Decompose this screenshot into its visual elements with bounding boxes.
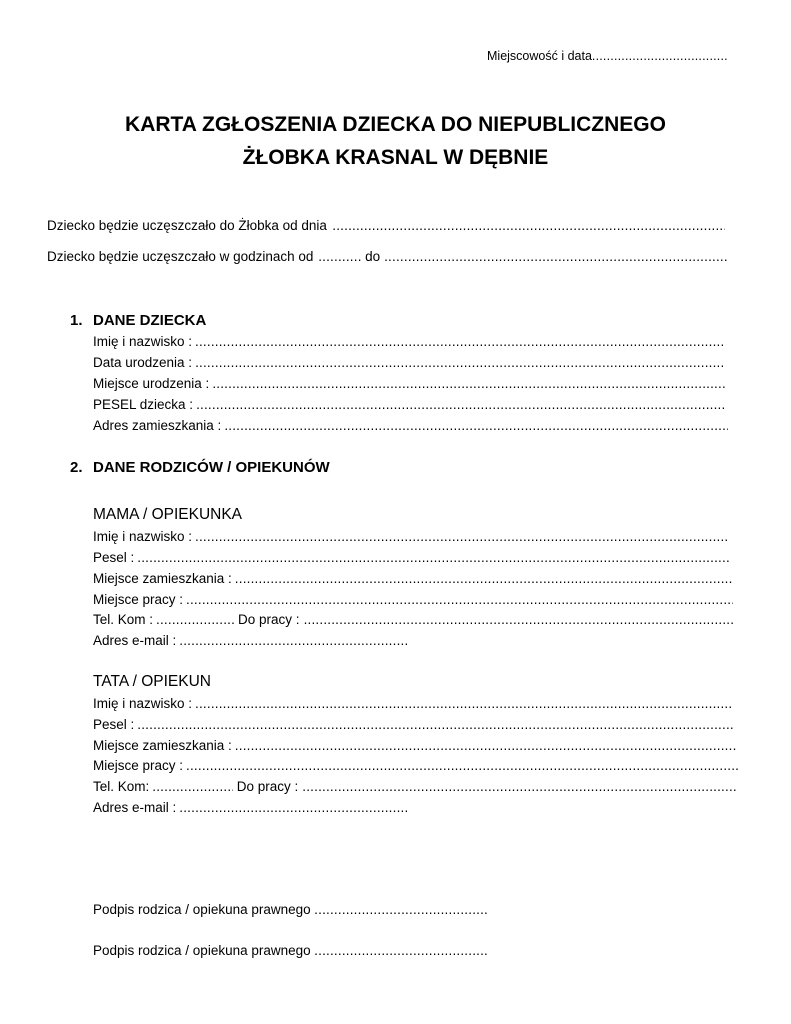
child-section-title: DANE DZIECKA	[93, 312, 207, 329]
signature-blank-1[interactable]	[314, 902, 487, 918]
father-phone-blank[interactable]	[152, 779, 232, 795]
child-birthdate-blank[interactable]	[195, 355, 725, 371]
form-title-line2: ŻŁOBKA KRASNAL W DĘBNIE	[242, 146, 549, 169]
attendance-start-label: Dziecko będzie uczęszczało do Żłobka od dnia	[47, 218, 327, 233]
mother-work-phone-label: Do pracy :	[238, 612, 300, 627]
mother-phone-field[interactable]	[93, 612, 733, 628]
child-birthdate-field[interactable]	[93, 355, 725, 371]
father-email-blank[interactable]	[179, 800, 409, 816]
parents-section-number: 2.	[70, 459, 83, 476]
signature-field-1[interactable]	[93, 902, 487, 918]
father-residence-field[interactable]	[93, 738, 736, 754]
mother-residence-label: Miejsce zamieszkania :	[93, 571, 232, 586]
father-pesel-field[interactable]	[93, 717, 735, 733]
mother-name-label: Imię i nazwisko :	[93, 529, 193, 544]
mother-pesel-label: Pesel :	[93, 550, 135, 565]
place-date-label: Miejscowość i data	[487, 49, 592, 63]
attendance-start-field[interactable]	[47, 218, 725, 234]
father-workplace-label: Miejsce pracy :	[93, 758, 184, 773]
father-phone-label: Tel. Kom:	[93, 779, 150, 794]
father-work-phone-label: Do pracy :	[236, 779, 299, 794]
father-name-blank[interactable]	[195, 696, 733, 712]
mother-pesel-field[interactable]	[93, 550, 729, 566]
mother-residence-field[interactable]	[93, 571, 732, 587]
attendance-start-blank[interactable]	[332, 218, 725, 234]
father-email-label: Adres e-mail :	[93, 800, 177, 815]
child-address-field[interactable]	[93, 418, 728, 434]
father-phone-field[interactable]	[93, 779, 738, 795]
child-name-blank[interactable]	[195, 334, 725, 350]
signature-blank-2[interactable]	[314, 943, 487, 959]
child-pesel-label: PESEL dziecka :	[93, 397, 194, 412]
child-birthplace-field[interactable]	[93, 376, 726, 392]
father-subheading: TATA / OPIEKUN	[93, 673, 211, 690]
father-residence-label: Miejsce zamieszkania :	[93, 738, 232, 753]
mother-name-field[interactable]	[93, 529, 729, 545]
father-workplace-blank[interactable]	[186, 758, 738, 774]
father-work-phone-blank[interactable]	[302, 779, 738, 795]
father-pesel-blank[interactable]	[137, 717, 735, 733]
father-workplace-field[interactable]	[93, 758, 738, 774]
child-section-heading	[70, 312, 206, 330]
child-address-label: Adres zamieszkania :	[93, 418, 222, 433]
mother-email-field[interactable]	[93, 633, 409, 649]
mother-workplace-field[interactable]	[93, 592, 733, 608]
parents-section-heading	[70, 459, 330, 477]
father-residence-blank[interactable]	[235, 738, 736, 754]
mother-residence-blank[interactable]	[235, 571, 732, 587]
mother-workplace-blank[interactable]	[186, 592, 733, 608]
mother-workplace-label: Miejsce pracy :	[93, 592, 184, 607]
signature-field-2[interactable]	[93, 943, 487, 959]
place-date-field[interactable]	[487, 48, 727, 64]
signature-label-1: Podpis rodzica / opiekuna prawnego	[93, 902, 311, 917]
mother-pesel-blank[interactable]	[137, 550, 729, 566]
signature-label-2: Podpis rodzica / opiekuna prawnego	[93, 943, 311, 958]
attendance-hours-field[interactable]	[47, 249, 727, 265]
mother-phone-blank[interactable]	[156, 612, 234, 628]
child-section-number: 1.	[70, 312, 83, 329]
child-birthdate-label: Data urodzenia :	[93, 355, 193, 370]
father-name-field[interactable]	[93, 696, 733, 712]
mother-email-blank[interactable]	[179, 633, 409, 649]
mother-name-blank[interactable]	[195, 529, 729, 545]
mother-email-label: Adres e-mail :	[93, 633, 177, 648]
father-name-label: Imię i nazwisko :	[93, 696, 193, 711]
child-pesel-field[interactable]	[93, 397, 726, 413]
child-birthplace-label: Miejsce urodzenia :	[93, 376, 210, 391]
hours-to-blank[interactable]	[384, 249, 727, 265]
child-address-blank[interactable]	[224, 418, 728, 434]
hours-from-blank[interactable]	[318, 249, 361, 265]
mother-work-phone-blank[interactable]	[304, 612, 733, 628]
attendance-hours-label: Dziecko będzie uczęszczało w godzinach od	[47, 249, 314, 264]
parents-section-title: DANE RODZICÓW / OPIEKUNÓW	[93, 459, 330, 476]
mother-subheading: MAMA / OPIEKUNKA	[93, 506, 243, 523]
place-date-blank[interactable]	[592, 48, 727, 64]
child-birthplace-blank[interactable]	[212, 376, 726, 392]
form-title-line1: KARTA ZGŁOSZENIA DZIECKA DO NIEPUBLICZNEGO	[125, 113, 666, 136]
hours-to-label: do	[365, 249, 381, 264]
child-pesel-blank[interactable]	[196, 397, 726, 413]
father-pesel-label: Pesel :	[93, 717, 135, 732]
father-email-field[interactable]	[93, 800, 409, 816]
mother-phone-label: Tel. Kom :	[93, 612, 154, 627]
child-name-label: Imię i nazwisko :	[93, 334, 193, 349]
child-name-field[interactable]	[93, 334, 725, 350]
